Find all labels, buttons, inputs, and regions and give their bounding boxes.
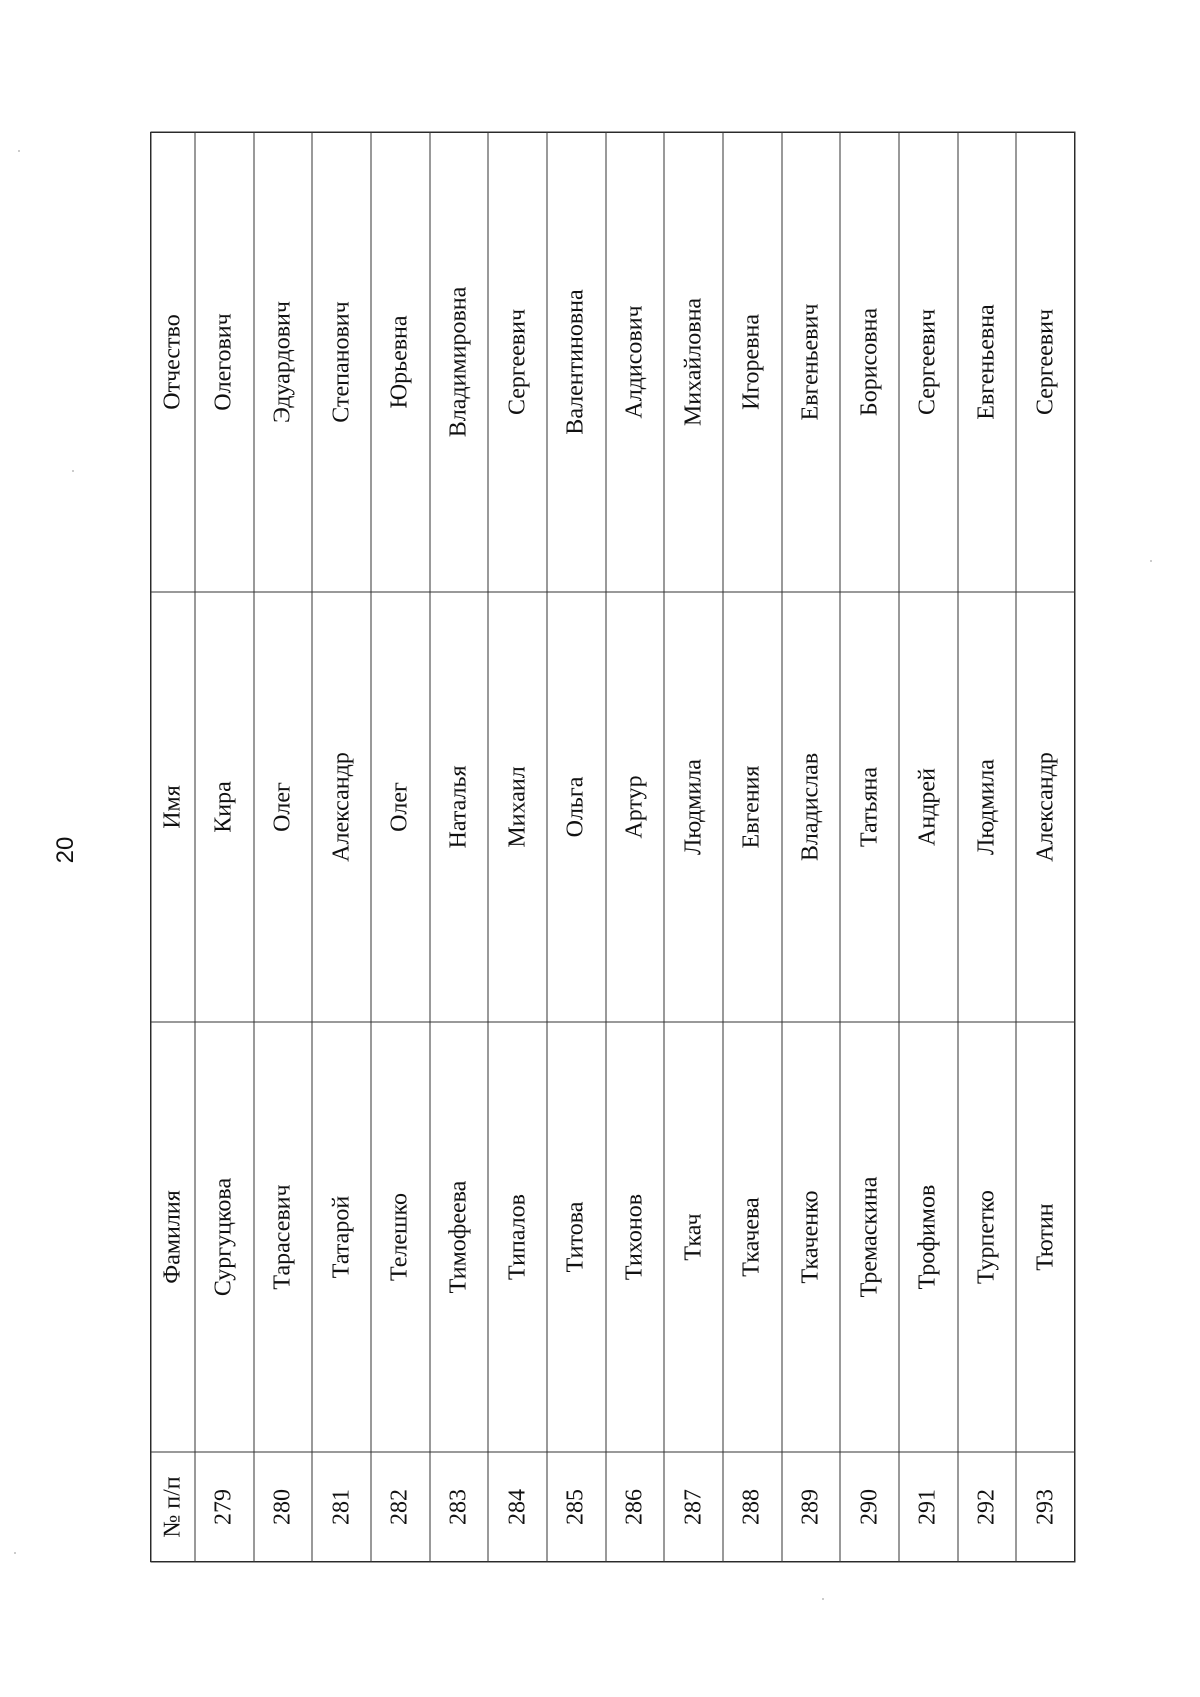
cell-patronymic: Борисовна — [840, 132, 899, 592]
scan-dot — [822, 1598, 824, 1600]
cell-first-name: Александр — [1016, 592, 1075, 1022]
cell-surname: Тихонов — [605, 1022, 664, 1452]
cell-surname: Тарасевич — [253, 1022, 312, 1452]
cell-surname: Ткач — [664, 1022, 723, 1452]
cell-first-name: Наталья — [429, 592, 488, 1022]
table-row — [253, 132, 312, 1562]
scan-dot — [72, 470, 74, 472]
cell-patronymic: Игоревна — [722, 132, 781, 592]
cell-surname: Тимофеева — [429, 1022, 488, 1452]
table-container — [150, 132, 1075, 1562]
cell-patronymic: Алдисович — [605, 132, 664, 592]
table-row — [605, 132, 664, 1562]
cell-number: 289 — [781, 1452, 840, 1562]
cell-patronymic: Михайловна — [664, 132, 723, 592]
cell-number: 288 — [722, 1452, 781, 1562]
cell-number: 283 — [429, 1452, 488, 1562]
cell-surname: Сургуцкова — [195, 1022, 254, 1452]
header-number: № п/п — [151, 1452, 195, 1562]
cell-number: 285 — [546, 1452, 605, 1562]
cell-number: 279 — [195, 1452, 254, 1562]
cell-number: 287 — [664, 1452, 723, 1562]
cell-first-name: Евгения — [722, 592, 781, 1022]
header-first-name: Имя — [151, 592, 195, 1022]
header-surname: Фамилия — [151, 1022, 195, 1452]
cell-surname: Ткачева — [722, 1022, 781, 1452]
scan-dot — [14, 1552, 16, 1554]
cell-first-name: Кира — [195, 592, 254, 1022]
table-row — [546, 132, 605, 1562]
cell-surname: Татарой — [312, 1022, 371, 1452]
cell-patronymic: Юрьевна — [370, 132, 429, 592]
cell-first-name: Владислав — [781, 592, 840, 1022]
cell-patronymic: Сергеевич — [1016, 132, 1075, 592]
cell-number: 290 — [840, 1452, 899, 1562]
table-header — [151, 132, 195, 1562]
cell-first-name: Олег — [253, 592, 312, 1022]
table-row — [840, 132, 899, 1562]
cell-first-name: Татьяна — [840, 592, 899, 1022]
cell-patronymic: Олегович — [195, 132, 254, 592]
cell-first-name: Ольга — [546, 592, 605, 1022]
cell-first-name: Александр — [312, 592, 371, 1022]
cell-patronymic: Валентиновна — [546, 132, 605, 592]
cell-first-name: Людмила — [957, 592, 1016, 1022]
table-row — [722, 132, 781, 1562]
table-row — [781, 132, 840, 1562]
table-row — [664, 132, 723, 1562]
cell-first-name: Людмила — [664, 592, 723, 1022]
cell-number: 286 — [605, 1452, 664, 1562]
table-row — [312, 132, 371, 1562]
table-row — [488, 132, 547, 1562]
cell-surname: Телешко — [370, 1022, 429, 1452]
page-number: 20 — [52, 836, 79, 864]
table-row — [1016, 132, 1075, 1562]
cell-number: 292 — [957, 1452, 1016, 1562]
cell-first-name: Олег — [370, 592, 429, 1022]
cell-number: 291 — [898, 1452, 957, 1562]
table-row — [370, 132, 429, 1562]
header-patronymic: Отчество — [151, 132, 195, 592]
cell-number: 293 — [1016, 1452, 1075, 1562]
cell-surname: Тремаскина — [840, 1022, 899, 1452]
cell-first-name: Андрей — [898, 592, 957, 1022]
table-row — [957, 132, 1016, 1562]
cell-patronymic: Эдуардович — [253, 132, 312, 592]
cell-patronymic: Евгеньевна — [957, 132, 1016, 592]
cell-patronymic: Евгеньевич — [781, 132, 840, 592]
cell-patronymic: Владимировна — [429, 132, 488, 592]
cell-surname: Турпетко — [957, 1022, 1016, 1452]
cell-patronymic: Сергеевич — [488, 132, 547, 592]
cell-first-name: Артур — [605, 592, 664, 1022]
cell-surname: Трофимов — [898, 1022, 957, 1452]
cell-number: 281 — [312, 1452, 371, 1562]
table-row — [429, 132, 488, 1562]
cell-patronymic: Сергеевич — [898, 132, 957, 592]
header-row — [151, 132, 195, 1562]
table-row — [898, 132, 957, 1562]
scan-dot — [18, 150, 20, 152]
table-body — [195, 132, 1075, 1562]
cell-number: 284 — [488, 1452, 547, 1562]
cell-first-name: Михаил — [488, 592, 547, 1022]
cell-surname: Ткаченко — [781, 1022, 840, 1452]
cell-patronymic: Степанович — [312, 132, 371, 592]
cell-surname: Типалов — [488, 1022, 547, 1452]
table-row — [195, 132, 254, 1562]
cell-surname: Тютин — [1016, 1022, 1075, 1452]
cell-surname: Титова — [546, 1022, 605, 1452]
cell-number: 282 — [370, 1452, 429, 1562]
scan-dot — [1150, 560, 1152, 562]
cell-number: 280 — [253, 1452, 312, 1562]
people-table — [150, 132, 1075, 1563]
